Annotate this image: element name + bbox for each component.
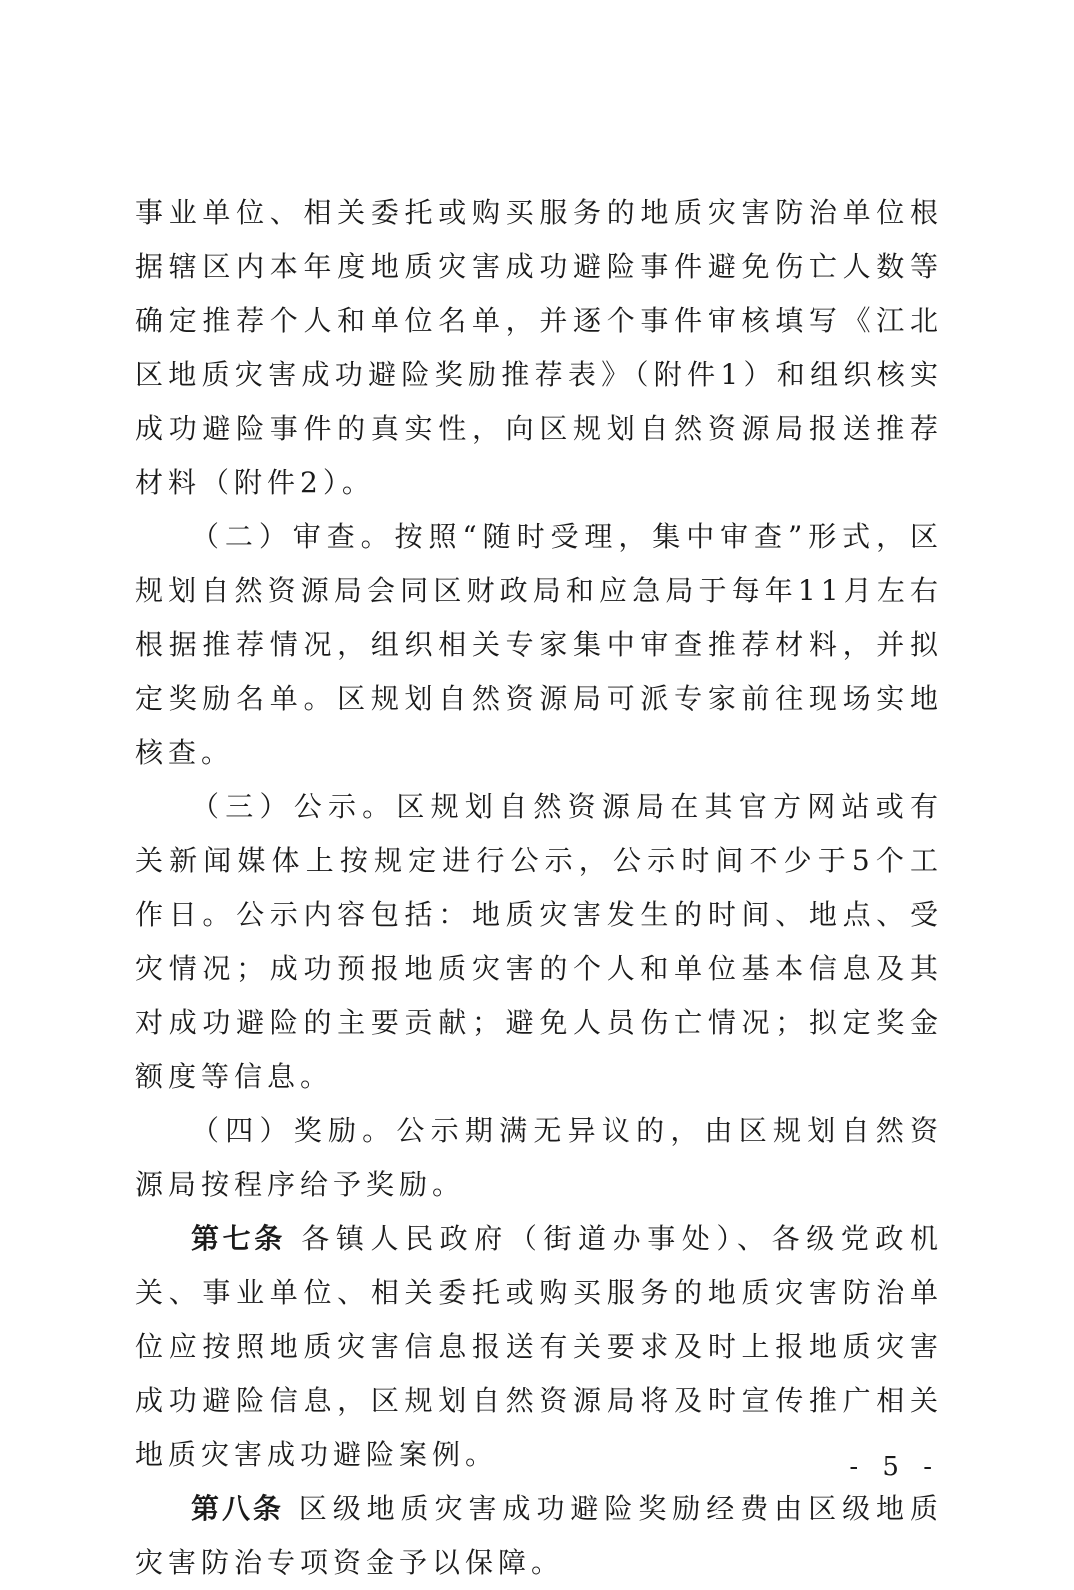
- article-8-heading: 第八条: [191, 1492, 284, 1525]
- paragraph-publicity: （三）公示。区规划自然资源局在其官方网站或有关新闻媒体上按规定进行公示，公示时间不少于5个工作日。公示内容包括：地质灾害发生的时间、地点、受灾情况；成功预报地质灾害的个人和单位基本信息及其对成功避险的主要贡献；避免人员伤亡情况；拟定奖金额度等信息。: [135, 790, 943, 1093]
- article-8-text: 区级地质灾害成功避险奖励经费由区级地质灾害防治专项资金予以保障。: [135, 1492, 943, 1579]
- document-body: [135, 186, 943, 1590]
- paragraph-continuation: 事业单位、相关委托或购买服务的地质灾害防治单位根据辖区内本年度地质灾害成功避险事件避免伤亡人数等确定推荐个人和单位名单，并逐个事件审核填写《江北区地质灾害成功避险奖励推荐表》（附件1）和组织核实成功避险事件的真实性，向区规划自然资源局报送推荐材料（附件2）。: [135, 196, 943, 499]
- page-number: - 5 -: [849, 1452, 940, 1482]
- paragraph-article-7: [135, 1212, 943, 1482]
- paragraph-article-8: [135, 1482, 943, 1590]
- paragraph-reward: （四）奖励。公示期满无异议的，由区规划自然资源局按程序给予奖励。: [135, 1114, 943, 1201]
- article-7-heading: 第七条: [191, 1222, 286, 1255]
- paragraph-review: （二）审查。按照“随时受理，集中审查”形式，区规划自然资源局会同区财政局和应急局于每年11月左右根据推荐情况，组织相关专家集中审查推荐材料，并拟定奖励名单。区规划自然资源局可派专家前往现场实地核查。: [135, 520, 943, 769]
- article-7-text: 各镇人民政府（街道办事处）、各级党政机关、事业单位、相关委托或购买服务的地质灾害防治单位应按照地质灾害信息报送有关要求及时上报地质灾害成功避险信息，区规划自然资源局将及时宣传推广相关地质灾害成功避险案例。: [135, 1222, 943, 1471]
